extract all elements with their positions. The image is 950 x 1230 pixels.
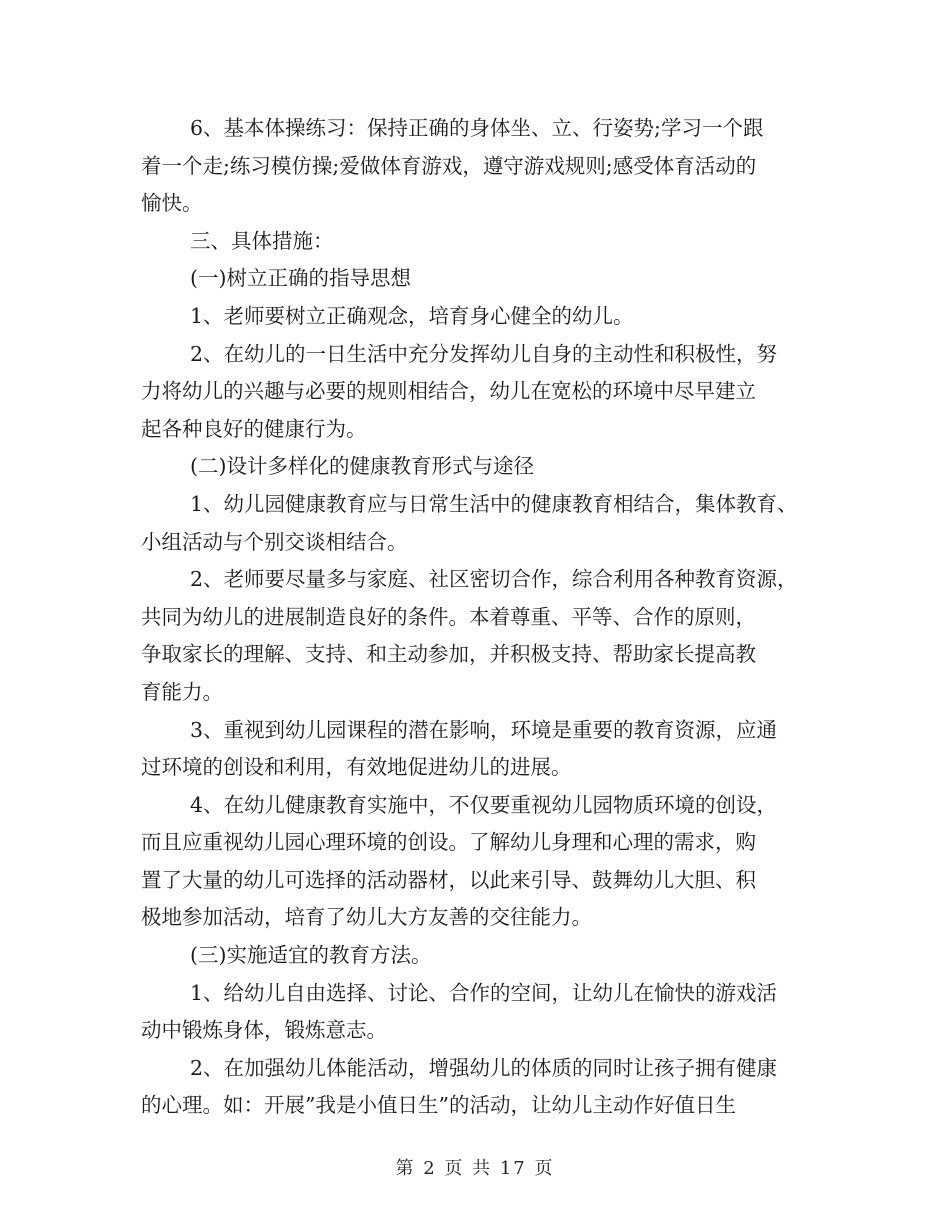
- text-line: 1、幼儿园健康教育应与日常生活中的健康教育相结合，集体教育、: [190, 491, 798, 516]
- text-line: 的心理。如：开展”我是小值日生”的活动，让幼儿主动作好值日生: [141, 1093, 736, 1118]
- paragraph-p9: [141, 712, 811, 787]
- paragraph-p7: [141, 486, 811, 561]
- text-line: 育能力。: [141, 679, 223, 704]
- text-line: 4、在幼儿健康教育实施中，不仅要重视幼儿园物质环境的创设，: [190, 792, 778, 817]
- text-line: 力将幼儿的兴趣与必要的规则相结合，幼儿在宽松的环境中尽早建立: [141, 379, 756, 404]
- text-line: 着一个走;练习模仿操;爱做体育游戏，遵守游戏规则;感受体育活动的: [141, 153, 757, 178]
- document-body: [141, 110, 811, 1125]
- paragraph-p5: [141, 336, 811, 449]
- text-line: 1、给幼儿自由选择、讨论、合作的空间，让幼儿在愉快的游戏活: [190, 980, 778, 1005]
- text-line: 6、基本体操练习：保持正确的身体坐、立、行姿势;学习一个跟: [190, 116, 764, 140]
- paragraph-p4: [141, 298, 811, 336]
- text-line: 2、在加强幼儿体能活动，增强幼儿的体质的同时让孩子拥有健康: [190, 1055, 778, 1080]
- paragraph-p2: [141, 223, 811, 261]
- text-line: 过环境的创设和利用，有效地促进幼儿的进展。: [141, 755, 572, 780]
- page-number-label: 第 2 页 共 17 页: [395, 1158, 555, 1179]
- text-line: 2、老师要尽量多与家庭、社区密切合作，综合利用各种教育资源，: [190, 567, 798, 592]
- paragraph-p13: [141, 1050, 811, 1125]
- paragraph-p6: [141, 448, 811, 486]
- text-line: 极地参加活动，培育了幼儿大方友善的交往能力。: [141, 905, 592, 930]
- text-line: 小组活动与个别交谈相结合。: [141, 529, 408, 554]
- text-line: 而且应重视幼儿园心理环境的创设。了解幼儿身理和心理的需求，购: [141, 830, 756, 855]
- text-line: 争取家长的理解、支持、和主动参加，并积极支持、帮助家长提高教: [141, 642, 756, 667]
- paragraph-p12: [141, 975, 811, 1050]
- text-line: 动中锻炼身体，锻炼意志。: [141, 1018, 387, 1043]
- text-line: (二)设计多样化的健康教育形式与途径: [190, 454, 534, 479]
- text-line: 置了大量的幼儿可选择的活动器材，以此来引导、鼓舞幼儿大胆、积: [141, 867, 756, 892]
- paragraph-p11: [141, 937, 811, 975]
- page-footer: [0, 1154, 950, 1180]
- paragraph-p3: [141, 260, 811, 298]
- text-line: 起各种良好的健康行为。: [141, 416, 367, 441]
- paragraph-p10: [141, 787, 811, 937]
- text-line: 愉快。: [141, 191, 203, 216]
- text-line: 三、具体措施：: [190, 228, 334, 253]
- text-line: (一)树立正确的指导思想: [190, 266, 411, 291]
- text-line: 3、重视到幼儿园课程的潜在影响，环境是重要的教育资源，应通: [190, 717, 778, 742]
- paragraph-p1: [141, 110, 811, 223]
- text-line: 1、老师要树立正确观念，培育身心健全的幼儿。: [190, 303, 634, 328]
- text-line: 2、在幼儿的一日生活中充分发挥幼儿自身的主动性和积极性，努: [190, 341, 778, 366]
- paragraph-p8: [141, 561, 811, 711]
- text-line: (三)实施适宜的教育方法。: [190, 943, 432, 968]
- text-line: 共同为幼儿的进展制造良好的条件。本着尊重、平等、合作的原则，: [141, 604, 756, 629]
